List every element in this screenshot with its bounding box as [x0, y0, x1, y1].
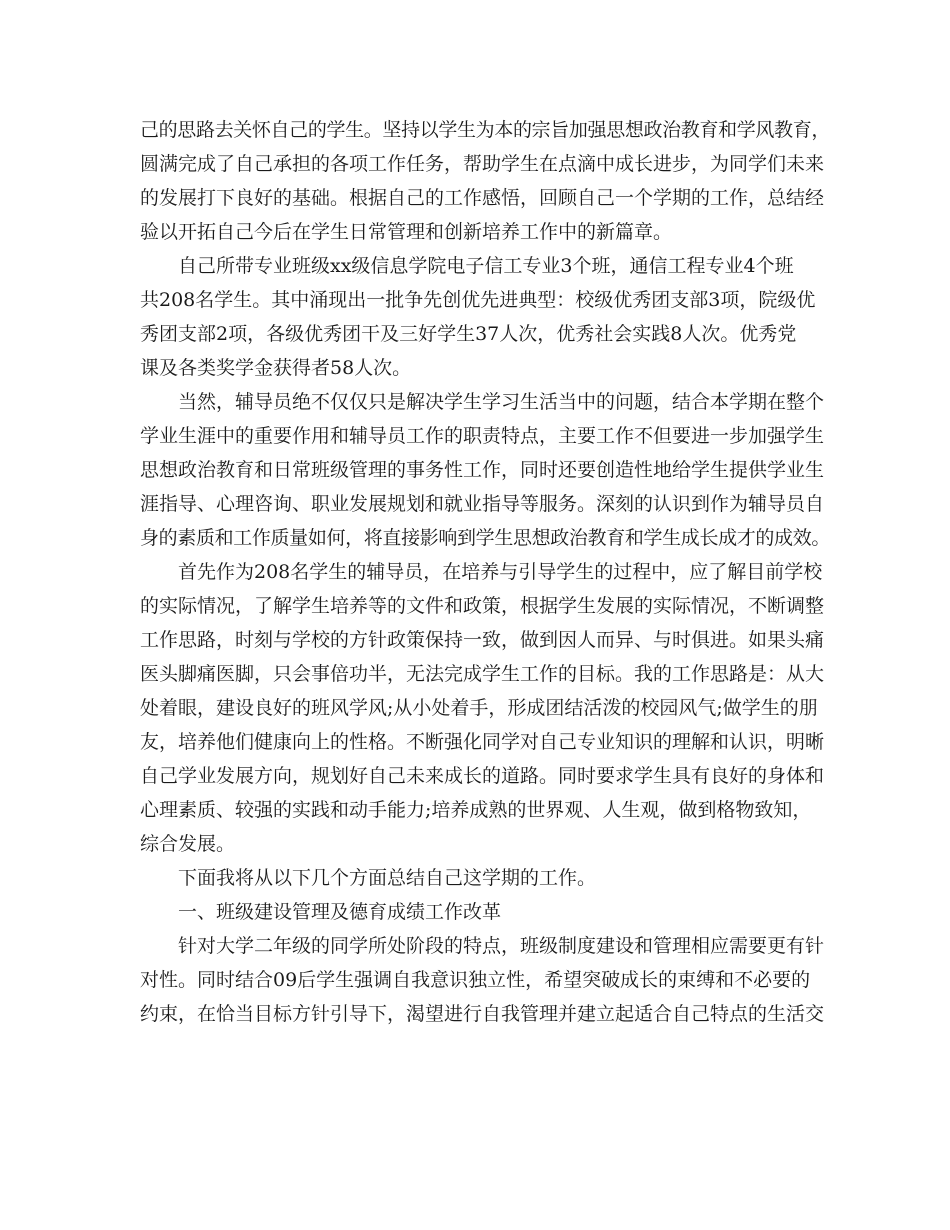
text-line: 身的素质和工作质量如何，将直接影响到学生思想政治教育和学生成长成才的成效。	[140, 527, 830, 549]
paragraph-first-line: 下面我将从以下几个方面总结自己这学期的工作。	[178, 867, 597, 889]
text-line: 验以开拓自己今后在学生日常管理和创新培养工作中的新篇章。	[140, 221, 673, 243]
paragraph-first-line: 自己所带专业班级xx级信息学院电子信工专业3个班，通信工程专业4个班	[178, 255, 794, 277]
text-line: 秀团支部2项，各级优秀团干及三好学生37人次，优秀社会实践8人次。优秀党	[140, 323, 797, 345]
text-line: 医头脚痛医脚，只会事倍功半，无法完成学生工作的目标。我的工作思路是：从大	[140, 663, 825, 685]
text-line: 综合发展。	[140, 833, 236, 855]
paragraph-first-line: 当然，辅导员绝不仅仅只是解决学生学习生活当中的问题，结合本学期在整个	[178, 391, 825, 413]
text-line: 思想政治教育和日常班级管理的事务性工作，同时还要创造性地给学生提供学业生	[140, 459, 825, 481]
paragraph-first-line: 首先作为208名学生的辅导员，在培养与引导学生的过程中，应了解目前学校	[178, 561, 823, 583]
text-line: 心理素质、较强的实践和动手能力;培养成熟的世界观、人生观，做到格物致知，	[140, 799, 812, 821]
text-line: 的实际情况，了解学生培养等的文件和政策，根据学生发展的实际情况，不断调整	[140, 595, 825, 617]
document-body	[140, 113, 830, 1031]
paragraph-first-line: 针对大学二年级的同学所处阶段的特点，班级制度建设和管理相应需要更有针	[178, 935, 825, 957]
text-line: 工作思路，时刻与学校的方针政策保持一致，做到因人而异、与时俱进。如果头痛	[140, 629, 825, 651]
text-line: 对性。同时结合09后学生强调自我意识独立性，希望突破成长的束缚和不必要的	[140, 969, 811, 991]
text-line: 处着眼，建设良好的班风学风;从小处着手，形成团结活泼的校园风气;做学生的朋	[140, 697, 818, 719]
text-line: 的发展打下良好的基础。根据自己的工作感悟，回顾自己一个学期的工作，总结经	[140, 187, 825, 209]
text-line: 圆满完成了自己承担的各项工作任务，帮助学生在点滴中成长进步，为同学们未来	[140, 153, 825, 175]
text-line: 涯指导、心理咨询、职业发展规划和就业指导等服务。深刻的认识到作为辅导员自	[140, 493, 825, 515]
text-line: 友，培养他们健康向上的性格。不断强化同学对自己专业知识的理解和认识，明晰	[140, 731, 825, 753]
text-line: 课及各类奖学金获得者58人次。	[140, 357, 412, 379]
text-line: 约束，在恰当目标方针引导下，渴望进行自我管理并建立起适合自己特点的生活交	[140, 1003, 825, 1025]
text-line: 自己学业发展方向，规划好自己未来成长的道路。同时要求学生具有良好的身体和	[140, 765, 825, 787]
text-line: 己的思路去关怀自己的学生。坚持以学生为本的宗旨加强思想政治教育和学风教育，	[140, 119, 830, 141]
text-line: 共208名学生。其中涌现出一批争先创优先进典型：校级优秀团支部3项，院级优	[140, 289, 816, 311]
section-heading: 一、班级建设管理及德育成绩工作改革	[178, 901, 502, 923]
text-line: 学业生涯中的重要作用和辅导员工作的职责特点，主要工作不但要进一步加强学生	[140, 425, 825, 447]
